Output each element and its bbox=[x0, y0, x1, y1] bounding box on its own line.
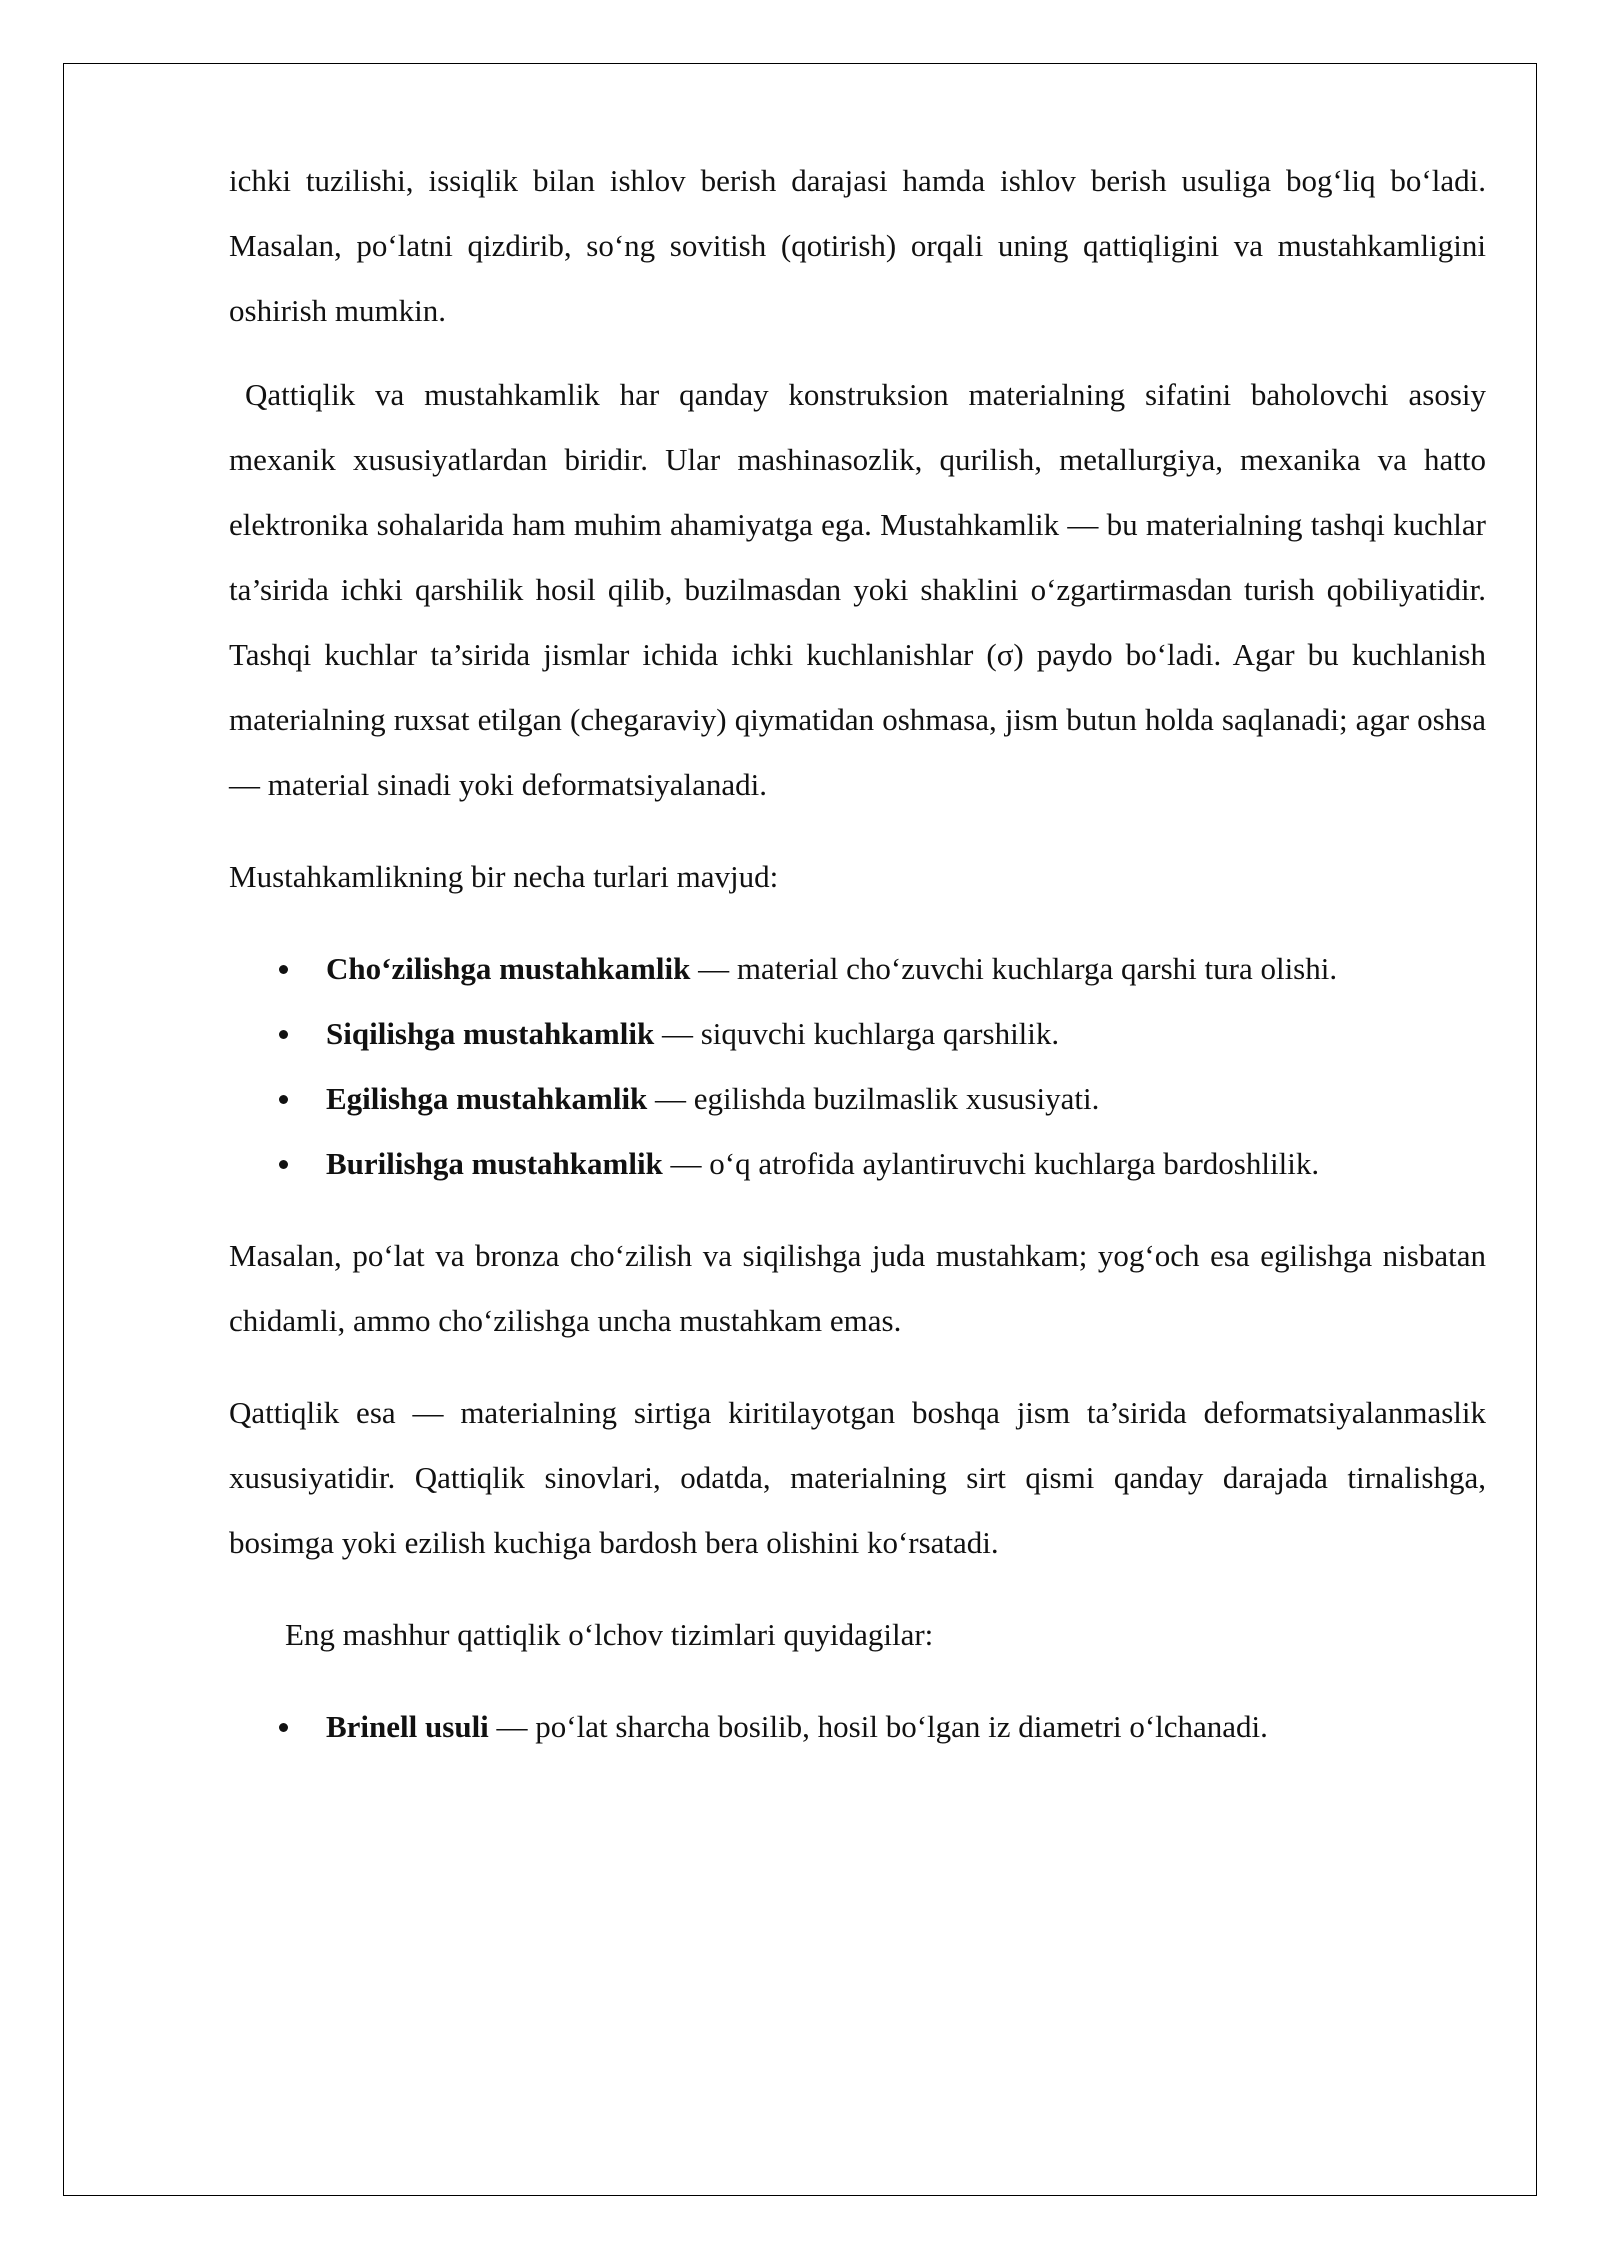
bullet-icon bbox=[279, 1160, 288, 1169]
list-item-term: Egilishga mustahkamlik bbox=[326, 1081, 648, 1116]
bullet-icon bbox=[279, 1030, 288, 1039]
bullet-icon bbox=[279, 965, 288, 974]
paragraph-hardness-definition: Qattiqlik esa — materialning sirtiga kiritilayotgan boshqa jism ta’sirida deformatsiyalanmaslik xususiyatidir. Qattiqlik sinovlari, odatda, materialning sirt qismi qanday darajada tirnalishga, bosimga yoki ezilish kuchiga bardosh bera olishini ko‘rsatadi. bbox=[229, 1395, 1486, 1560]
list-item-term: Burilishga mustahkamlik bbox=[326, 1146, 663, 1181]
paragraph-heat-treatment: ichki tuzilishi, issiqlik bilan ishlov berish darajasi hamda ishlov berish usuliga bog‘liq bo‘ladi. Masalan, po‘latni qizdirib, so‘ng sovitish (qotirish) orqali uning qattiqligini va mustahkamligini oshirish mumkin. bbox=[229, 163, 1486, 328]
strength-types-list bbox=[229, 936, 1486, 1196]
document-body bbox=[229, 148, 1486, 1759]
paragraph-strength-definition: Qattiqlik va mustahkamlik har qanday konstruksion materialning sifatini baholovchi asosiy mexanik xususiyatlardan biridir. Ular mashinasozlik, qurilish, metallurgiya, mexanika va hatto elektronika sohalarida ham muhim ahamiyatga ega. Mustahkamlik — bu materialning tashqi kuchlar ta’sirida ichki qarshilik hosil qilib, buzilmasdan yoki shaklini o‘zgartirmasdan turish qobiliyatidir. Tashqi kuchlar ta’sirida jismlar ichida ichki kuchlanishlar (σ) paydo bo‘ladi. Agar bu kuchlanish materialning ruxsat etilgan (chegaraviy) qiymatidan oshmasa, jism butun holda saqlanadi; agar oshsa — material sinadi yoki deformatsiyalanadi. bbox=[229, 377, 1486, 802]
list-item bbox=[229, 936, 1486, 1001]
list-item bbox=[229, 1694, 1486, 1759]
paragraph-hardness-systems-intro: Eng mashhur qattiqlik o‘lchov tizimlari quyidagilar: bbox=[285, 1617, 934, 1652]
list-item-desc: — siquvchi kuchlarga qarshilik. bbox=[654, 1016, 1060, 1051]
bullet-icon bbox=[279, 1095, 288, 1104]
list-item bbox=[229, 1001, 1486, 1066]
paragraph-strength-types-intro: Mustahkamlikning bir necha turlari mavjud: bbox=[229, 859, 779, 894]
list-item-term: Cho‘zilishga mustahkamlik bbox=[326, 951, 691, 986]
list-item bbox=[229, 1131, 1486, 1196]
list-item-term: Siqilishga mustahkamlik bbox=[326, 1016, 655, 1051]
paragraph-materials-example: Masalan, po‘lat va bronza cho‘zilish va siqilishga juda mustahkam; yog‘och esa egilishga nisbatan chidamli, ammo cho‘zilishga uncha mustahkam emas. bbox=[229, 1238, 1486, 1338]
list-item-desc: — material cho‘zuvchi kuchlarga qarshi tura olishi. bbox=[690, 951, 1338, 986]
list-item-desc: — o‘q atrofida aylantiruvchi kuchlarga bardoshlilik. bbox=[662, 1146, 1320, 1181]
list-item-term: Brinell usuli bbox=[326, 1709, 489, 1744]
list-item bbox=[229, 1066, 1486, 1131]
hardness-methods-list bbox=[229, 1694, 1486, 1759]
bullet-icon bbox=[279, 1723, 288, 1732]
list-item-desc: — po‘lat sharcha bosilib, hosil bo‘lgan iz diametri o‘lchanadi. bbox=[488, 1709, 1268, 1744]
list-item-desc: — egilishda buzilmaslik xususiyati. bbox=[647, 1081, 1100, 1116]
